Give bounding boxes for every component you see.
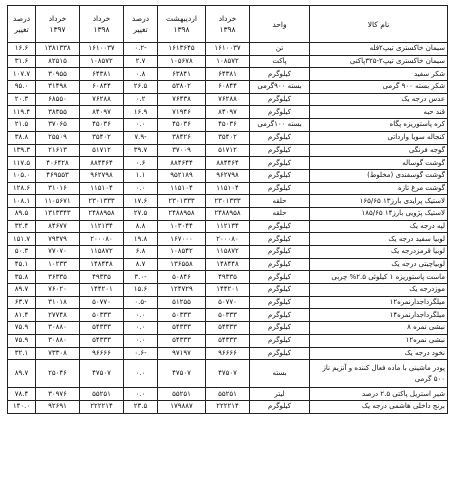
price-khordad-1398-cell: ۵۴۳۳۳ [206,334,250,347]
yearly-change-cell: ۷۸.۴ [8,388,36,401]
product-name-cell: گوشت گوسفندی (مخلوط) [310,169,448,182]
unit-cell: حلقه [250,207,310,220]
price-khordad-1397-cell: ۳۱۴۹۸ [36,81,80,94]
price-ordibehesht-1398-cell: ۱۰۵۶۷۸ [158,55,206,68]
yearly-change-cell: ۸۱.۴ [8,309,36,322]
product-name-cell: شیر استریل پاکتی ۲.۵ درصد [310,388,448,401]
monthly-change-cell: -۳.۰ [124,271,158,284]
price-khordad-1398-b-cell: ۲۰۰۰۸۰ [80,233,124,246]
product-name-cell: نبشی نمره۱۲ [310,334,448,347]
monthly-change-cell: ۲۶.۵ [124,81,158,94]
monthly-change-cell: ۰.۰ [124,119,158,132]
price-khordad-1398-cell: ۲۰۰۰۸۰ [206,233,250,246]
price-ordibehesht-1398-cell: ۲۴۸۸۹۵۸ [158,207,206,220]
price-ordibehesht-1398-cell: ۹۷۱۹۷ [158,347,206,360]
col-header-change-pct-1: درصد تغییر [124,6,158,43]
yearly-change-cell: ۳۲.۱ [8,347,36,360]
price-khordad-1398-cell: ۱۱۵۸۷۲ [206,246,250,259]
table-row [8,309,448,322]
yearly-change-cell: ۵۰.۳ [8,246,36,259]
monthly-change-cell: ۱۵.۶ [124,284,158,297]
yearly-change-cell: ۱۵۱.۷ [8,233,36,246]
col-header-change-pct-2: درصد تغییر [8,6,36,43]
price-khordad-1398-b-cell: ۱۱۵۱۰۴ [80,182,124,195]
price-khordad-1397-cell: ۷۳۳۰۸ [36,347,80,360]
yearly-change-cell: ۸۹.۵ [8,207,36,220]
price-khordad-1397-cell: ۶۸۵۵۰ [36,93,80,106]
monthly-change-cell: -۰.۶ [124,347,158,360]
col-header-unit: واحد [250,6,310,43]
price-khordad-1397-cell: ۲۱۶۱۳ [36,144,80,157]
table-row [8,271,448,284]
table-row [8,81,448,94]
monthly-change-cell: ۰.۰ [124,309,158,322]
price-ordibehesht-1398-cell: ۱۲۴۷۲۹ [158,284,206,297]
price-khordad-1398-b-cell: ۵۰۳۳۳ [80,309,124,322]
product-name-cell: لاستیک پژویی بارز۱۴ ۱۸۵/۶۵ [310,207,448,220]
price-khordad-1397-cell: ۱۰۲۳۳ [36,258,80,271]
price-ordibehesht-1398-cell: ۴۷۵۰۷ [158,360,206,388]
yearly-change-cell: ۸۹.۷ [8,360,36,388]
table-row [8,334,448,347]
price-khordad-1397-cell: ۸۴۶۷۷ [36,220,80,233]
price-khordad-1398-cell: ۴۷۵۰۷ [206,360,250,388]
price-khordad-1398-cell: ۵۴۳۳۳ [206,322,250,335]
price-ordibehesht-1398-cell: ۲۳۰۱۳۳۳ [158,195,206,208]
yearly-change-cell: ۲۱.۵ [8,119,36,132]
price-khordad-1397-cell: ۴۰۶۴۲۸ [36,157,80,170]
product-name-cell: سیمان خاکستری تیپ۲-۳۲۵پاکتی [310,55,448,68]
table-row [8,169,448,182]
table-row [8,68,448,81]
product-name-cell: پودر ماشینی با ماده فعال کننده و آنزیم ناز ۵۰۰ گرمی [310,360,448,388]
monthly-change-cell: ۰.۶ [124,157,158,170]
unit-cell: کیلوگرم [250,93,310,106]
table-row [8,296,448,309]
yearly-change-cell: ۳۲.۴ [8,220,36,233]
yearly-change-cell: ۱۶.۶ [8,43,36,56]
yearly-change-cell: ۳۸.۸ [8,131,36,144]
table-row [8,93,448,106]
price-khordad-1398-b-cell: ۴۷۵۰۷ [80,360,124,388]
yearly-change-cell: ۱۰۷.۷ [8,68,36,81]
price-khordad-1398-b-cell: ۵۰۷۷۰ [80,296,124,309]
table-row [8,207,448,220]
price-ordibehesht-1398-cell: ۴۵۰۳۶ [158,119,206,132]
price-ordibehesht-1398-cell: ۵۰۸۴۶ [158,271,206,284]
table-row [8,131,448,144]
price-khordad-1398-b-cell: ۱۴۴۲۰۱ [80,284,124,297]
price-ordibehesht-1398-cell: ۱۶۷۰۰۰ [158,233,206,246]
product-name-cell: گوشت مرغ تازه [310,182,448,195]
unit-cell: کیلوگرم [250,220,310,233]
price-khordad-1398-cell: ۵۰۷۷۰ [206,296,250,309]
price-khordad-1398-cell: ۱۶۱۰۰۳۷ [206,43,250,56]
unit-cell: کیلوگرم [250,322,310,335]
price-khordad-1398-cell: ۳۵۴۰۲ [206,131,250,144]
table-row [8,284,448,297]
price-table [7,5,448,414]
price-khordad-1398-b-cell: ۲۳۰۱۳۳۳ [80,195,124,208]
table-row [8,144,448,157]
product-name-cell: کره پاستوریزه پگاه [310,119,448,132]
monthly-change-cell: ۰.۲ [124,93,158,106]
price-khordad-1398-cell: ۱۴۴۲۰۱ [206,284,250,297]
price-khordad-1398-b-cell: ۱۱۲۱۳۴ [80,220,124,233]
product-name-cell: میلگرداجدارنمره۱۴ [310,309,448,322]
col-header-khordad-1398-b: خرداد ۱۳۹۸ [80,6,124,43]
product-name-cell: نخود درجه یک [310,347,448,360]
price-khordad-1398-cell: ۲۴۸۸۹۵۸ [206,207,250,220]
price-ordibehesht-1398-cell: ۱۷۹۸۸۷ [158,400,206,413]
unit-cell: کیلوگرم [250,400,310,413]
monthly-change-cell: ۲۷.۵ [124,207,158,220]
price-khordad-1398-cell: ۲۳۰۱۳۳۳ [206,195,250,208]
price-khordad-1398-b-cell: ۹۶۶۶۶ [80,347,124,360]
table-row [8,347,448,360]
unit-cell: تن [250,43,310,56]
yearly-change-cell: ۳۱.۶ [8,55,36,68]
price-khordad-1397-cell: ۱۱۰۵۶۷۱ [36,195,80,208]
table-body [8,43,448,414]
yearly-change-cell: ۱۰۸.۱ [8,195,36,208]
price-khordad-1398-b-cell: ۵۴۳۳۳ [80,334,124,347]
price-ordibehesht-1398-cell: ۶۳۸۴۱ [158,68,206,81]
table-row [8,388,448,401]
unit-cell: پاکت [250,55,310,68]
table-row [8,55,448,68]
product-name-cell: عدس درجه یک [310,93,448,106]
product-name-cell: شکر سفید [310,68,448,81]
price-khordad-1398-b-cell: ۹۶۲۷۹۸ [80,169,124,182]
product-name-cell: لوبیا قرمزدرجه یک [310,246,448,259]
price-khordad-1398-cell: ۶۴۳۸۱ [206,68,250,81]
price-khordad-1398-b-cell: ۸۴۰۹۷ [80,106,124,119]
price-khordad-1397-cell: ۴۶۹۵۵۳ [36,169,80,182]
yearly-change-cell: ۱۴۰.۰ [8,400,36,413]
price-khordad-1398-cell: ۴۵۰۳۶ [206,119,250,132]
price-khordad-1397-cell: ۳۷۰۶۵ [36,119,80,132]
col-header-ordibehesht-1398: اردیبهشت ۱۳۹۸ [158,6,206,43]
monthly-change-cell: ۲۳.۵ [124,400,158,413]
monthly-change-cell: ۰.۸ [124,68,158,81]
yearly-change-cell: ۱۲۸.۶ [8,182,36,195]
table-row [8,43,448,56]
price-khordad-1398-b-cell: ۸۸۴۴۶۴ [80,157,124,170]
yearly-change-cell: ۴۵.۱ [8,258,36,271]
monthly-change-cell: ۱۶.۹ [124,106,158,119]
price-khordad-1398-b-cell: ۱۰۸۵۷۲ [80,55,124,68]
monthly-change-cell: ۰.۰ [124,334,158,347]
monthly-change-cell: ۱.۱ [124,169,158,182]
price-khordad-1397-cell: ۲۵۰۴۶ [36,360,80,388]
price-khordad-1398-cell: ۹۶۶۶۶ [206,347,250,360]
header-row [8,6,448,43]
price-ordibehesht-1398-cell: ۱۰۸۵۴۲ [158,246,206,259]
price-khordad-1398-cell: ۲۲۲۲۱۴ [206,400,250,413]
monthly-change-cell: -۷.۹ [124,131,158,144]
price-khordad-1398-b-cell: ۵۴۳۳۳ [80,322,124,335]
price-khordad-1398-b-cell: ۱۱۵۸۷۲ [80,246,124,259]
unit-cell: کیلوگرم [250,106,310,119]
monthly-change-cell: ۳۹.۷ [124,144,158,157]
unit-cell: کیلوگرم [250,309,310,322]
yearly-change-cell: ۱۱۹.۴ [8,106,36,119]
yearly-change-cell: ۷۵.۹ [8,322,36,335]
unit-cell: بسته [250,360,310,388]
product-name-cell: شکر بسته ۹۰۰ گرمی [310,81,448,94]
table-row [8,106,448,119]
product-name-cell: گوجه فرنگی [310,144,448,157]
price-ordibehesht-1398-cell: ۸۸۴۶۴۴ [158,157,206,170]
yearly-change-cell: ۶۳.۷ [8,296,36,309]
price-khordad-1398-b-cell: ۲۴۸۸۹۵۸ [80,207,124,220]
yearly-change-cell: ۷۵.۹ [8,334,36,347]
table-row [8,182,448,195]
product-name-cell: موزدرجه یک [310,284,448,297]
unit-cell: کیلوگرم [250,258,310,271]
unit-cell: بسته ۹۰۰گرمی [250,81,310,94]
price-khordad-1398-b-cell: ۴۵۰۳۶ [80,119,124,132]
monthly-change-cell: ۸.۷ [124,258,158,271]
price-ordibehesht-1398-cell: ۳۸۴۲۶ [158,131,206,144]
price-khordad-1398-cell: ۹۶۲۷۹۸ [206,169,250,182]
product-name-cell: لاستیک پرایدی بارز۱۳ ۱۶۵/۶۵ [310,195,448,208]
product-name-cell: لوبیا سفید درجه یک [310,233,448,246]
price-khordad-1398-b-cell: ۲۲۲۲۱۴ [80,400,124,413]
price-khordad-1398-cell: ۱۱۵۱۰۴ [206,182,250,195]
unit-cell: لیتر [250,388,310,401]
price-khordad-1398-cell: ۶۰۸۴۴ [206,81,250,94]
price-ordibehesht-1398-cell: ۹۵۲۱۸۹ [158,169,206,182]
unit-cell: کیلوگرم [250,131,310,144]
yearly-change-cell: ۲۰.۳ [8,93,36,106]
price-khordad-1398-b-cell: ۳۵۴۰۲ [80,131,124,144]
price-ordibehesht-1398-cell: ۷۱۹۴۶ [158,106,206,119]
monthly-change-cell: -۰.۲ [124,43,158,56]
price-ordibehesht-1398-cell: ۱۱۵۱۰۴ [158,182,206,195]
unit-cell: کیلوگرم [250,271,310,284]
price-khordad-1398-b-cell: ۱۶۱۰۰۳۷ [80,43,124,56]
table-row [8,157,448,170]
price-khordad-1398-b-cell: ۴۹۳۳۵ [80,271,124,284]
unit-cell: کیلوگرم [250,347,310,360]
monthly-change-cell: ۶.۸ [124,246,158,259]
yearly-change-cell: ۳۵.۸ [8,271,36,284]
price-ordibehesht-1398-cell: ۵۴۳۳۳ [158,322,206,335]
price-table-container [7,5,448,414]
price-ordibehesht-1398-cell: ۵۳۸۰۲ [158,81,206,94]
price-khordad-1397-cell: ۳۱۰۱۶ [36,182,80,195]
price-khordad-1398-cell: ۵۰۳۳۳ [206,309,250,322]
unit-cell: کیلوگرم [250,296,310,309]
price-khordad-1397-cell: ۳۱۰۱۸ [36,296,80,309]
table-row [8,322,448,335]
price-khordad-1397-cell: ۱۳۱۳۳۴۳ [36,207,80,220]
price-khordad-1397-cell: ۹۲۶۹۱ [36,400,80,413]
price-ordibehesht-1398-cell: ۵۱۲۵۵ [158,296,206,309]
unit-cell: کیلوگرم [250,169,310,182]
col-header-khordad-1397: خرداد ۱۳۹۷ [36,6,80,43]
unit-cell: کیلوگرم [250,68,310,81]
monthly-change-cell: ۱۹.۸ [124,233,158,246]
price-ordibehesht-1398-cell: ۱۶۱۳۶۴۵ [158,43,206,56]
unit-cell: کیلوگرم [250,144,310,157]
product-name-cell: برنج داخلی هاشمی درجه یک [310,400,448,413]
price-khordad-1397-cell: ۷۶۰۲۰ [36,284,80,297]
price-khordad-1397-cell: ۳۰۸۸۰ [36,322,80,335]
col-header-name: نام کالا [310,6,448,43]
price-khordad-1398-b-cell: ۱۴۸۴۴۸ [80,258,124,271]
price-khordad-1398-cell: ۸۸۴۴۶۴ [206,157,250,170]
monthly-change-cell: ۰.۰ [124,182,158,195]
price-khordad-1397-cell: ۸۲۵۱۵ [36,55,80,68]
table-row [8,195,448,208]
price-khordad-1398-cell: ۵۵۲۵۱ [206,388,250,401]
price-khordad-1398-cell: ۵۱۷۱۲ [206,144,250,157]
yearly-change-cell: ۸۹.۷ [8,284,36,297]
price-khordad-1398-cell: ۸۴۰۹۷ [206,106,250,119]
table-row [8,400,448,413]
product-name-cell: سیمان خاکستری تیپ۲فله [310,43,448,56]
monthly-change-cell: ۰.۰ [124,388,158,401]
unit-cell: کیلوگرم [250,233,310,246]
monthly-change-cell: ۰.۰ [124,322,158,335]
product-name-cell: لوبیاچیتی درجه یک [310,258,448,271]
yearly-change-cell: ۹۵.۰ [8,81,36,94]
table-row [8,258,448,271]
price-khordad-1398-cell: ۷۶۲۸۸ [206,93,250,106]
price-khordad-1398-b-cell: ۶۰۸۴۴ [80,81,124,94]
price-khordad-1398-b-cell: ۷۶۲۸۸ [80,93,124,106]
product-name-cell: کنجاله سویا وارداتی [310,131,448,144]
unit-cell: کیلوگرم [250,182,310,195]
monthly-change-cell: ۰.۰ [124,360,158,388]
monthly-change-cell: -۰.۵ [124,296,158,309]
table-row [8,233,448,246]
price-khordad-1398-b-cell: ۵۱۷۱۲ [80,144,124,157]
unit-cell: کیلوگرم [250,334,310,347]
price-khordad-1397-cell: ۲۷۷۴۸ [36,309,80,322]
price-khordad-1397-cell: ۳۶۳۳۵ [36,271,80,284]
price-ordibehesht-1398-cell: ۵۴۳۳۳ [158,334,206,347]
price-ordibehesht-1398-cell: ۳۷۰۰۹ [158,144,206,157]
table-row [8,119,448,132]
price-ordibehesht-1398-cell: ۵۵۲۵۱ [158,388,206,401]
table-row [8,360,448,388]
col-header-khordad-1398: خرداد ۱۳۹۸ [206,6,250,43]
product-name-cell: نبشی نمره ۸ [310,322,448,335]
unit-cell: کیلوگرم [250,246,310,259]
price-khordad-1398-cell: ۱۰۸۵۷۲ [206,55,250,68]
product-name-cell: لپه درجه یک [310,220,448,233]
price-ordibehesht-1398-cell: ۵۰۳۳۳ [158,309,206,322]
price-khordad-1397-cell: ۱۳۸۱۳۳۸ [36,43,80,56]
product-name-cell: گوشت گوساله [310,157,448,170]
yearly-change-cell: ۱۰۵.۰ [8,169,36,182]
table-row [8,220,448,233]
table-row [8,246,448,259]
price-khordad-1397-cell: ۷۷۰۷۰ [36,246,80,259]
price-khordad-1398-cell: ۱۴۸۴۴۸ [206,258,250,271]
price-ordibehesht-1398-cell: ۱۳۶۵۵۸ [158,258,206,271]
unit-cell: بسته ۱۰۰گرمی [250,119,310,132]
unit-cell: کیلوگرم [250,284,310,297]
monthly-change-cell: ۲.۷ [124,55,158,68]
unit-cell: کیلوگرم [250,157,310,170]
price-khordad-1397-cell: ۳۰۸۸۰ [36,334,80,347]
price-ordibehesht-1398-cell: ۱۰۳۰۴۴ [158,220,206,233]
product-name-cell: قند حبه [310,106,448,119]
price-khordad-1397-cell: ۲۵۵۰۹ [36,131,80,144]
price-khordad-1398-b-cell: ۵۵۲۵۱ [80,388,124,401]
price-khordad-1397-cell: ۳۰۹۷۶ [36,388,80,401]
price-khordad-1397-cell: ۷۹۳۷۹ [36,233,80,246]
product-name-cell: میلگرداجدارنمره۱۲ [310,296,448,309]
unit-cell: حلقه [250,195,310,208]
monthly-change-cell: ۸.۸ [124,220,158,233]
price-khordad-1398-b-cell: ۶۴۳۸۱ [80,68,124,81]
yearly-change-cell: ۱۳۹.۳ [8,144,36,157]
product-name-cell: ماست پاستوریزه ۱ کیلوئی ۲.۵% چربی [310,271,448,284]
price-ordibehesht-1398-cell: ۷۶۴۳۸ [158,93,206,106]
price-khordad-1397-cell: ۳۸۳۵۵ [36,106,80,119]
price-khordad-1397-cell: ۳۰۹۵۵ [36,68,80,81]
price-khordad-1398-cell: ۱۱۲۱۳۴ [206,220,250,233]
yearly-change-cell: ۱۱۷.۵ [8,157,36,170]
price-khordad-1398-cell: ۴۹۳۳۵ [206,271,250,284]
monthly-change-cell: ۱۷.۶ [124,195,158,208]
